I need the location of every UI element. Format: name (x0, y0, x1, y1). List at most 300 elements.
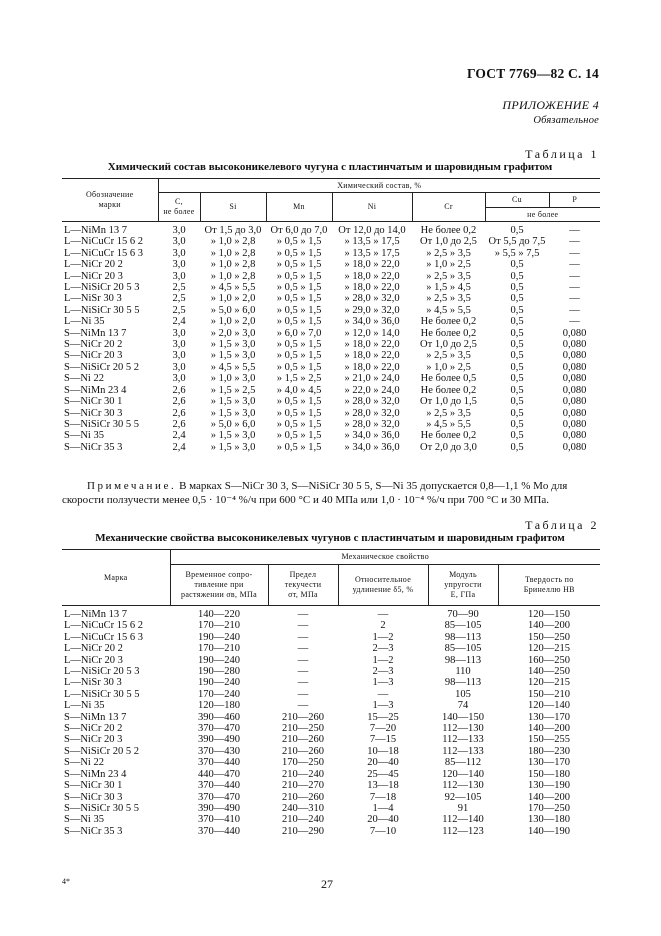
cell-yield: 210—260 (282, 745, 324, 757)
cell-c: 3,0 (172, 350, 186, 362)
cell-designation: S—NiSiCr 30 5 5 (64, 418, 139, 430)
cell-si: » 1,5 » 3,0 (210, 350, 256, 362)
col-ni: Ni (332, 193, 412, 222)
col-cu: Cu (485, 193, 549, 208)
cell-grade: S—NiCr 30 1 (64, 780, 123, 792)
cell-cr: » 2,5 » 3,5 (426, 247, 471, 259)
cell-mn: » 6,0 » 7,0 (276, 327, 322, 339)
cell-elongation: 10—18 (367, 745, 399, 757)
cell-designation: L—NiCuCr 15 6 3 (64, 247, 144, 259)
cell-si: » 1,5 » 3,0 (210, 407, 256, 419)
cell-ni: » 18,0 » 22,0 (344, 270, 400, 282)
cell-cu: 0,5 (510, 327, 524, 339)
table-row (62, 305, 600, 316)
cell-mn: » 0,5 » 1,5 (276, 350, 322, 362)
table-row (62, 700, 600, 711)
cell-tensile: 390—490 (198, 802, 240, 814)
table-row (62, 408, 600, 419)
cell-cu: 0,5 (510, 225, 524, 236)
cell-modulus: 98—113 (444, 677, 482, 689)
cell-si: » 2,0 » 3,0 (210, 327, 256, 339)
cell-si: » 1,5 » 2,5 (210, 384, 256, 396)
cell-elongation: 1—2 (372, 654, 394, 666)
cell-ni: » 28,0 » 32,0 (344, 418, 400, 430)
cell-ni: » 18,0 » 22,0 (344, 361, 400, 373)
cell-p: 0,080 (562, 384, 587, 396)
cell-mn: » 0,5 » 1,5 (276, 270, 322, 282)
cell-tensile: 170—210 (198, 620, 240, 632)
cell-grade: L—NiSiCr 30 5 5 (64, 688, 140, 700)
cell-cu: 0,5 (510, 384, 524, 396)
table-row (62, 271, 600, 282)
cell-modulus: 74 (457, 700, 469, 712)
cell-hardness: 180—230 (528, 745, 570, 757)
table-row (62, 385, 600, 396)
appendix-heading (502, 98, 599, 128)
cell-designation: S—NiMn 23 4 (64, 384, 127, 396)
cell-cu: 0,5 (510, 339, 524, 351)
cell-modulus: 112—140 (442, 814, 484, 826)
cell-yield: 210—260 (282, 711, 324, 723)
cell-ni: » 22,0 » 24,0 (344, 384, 400, 396)
cell-cu: 0,5 (510, 316, 524, 328)
cell-yield: 210—260 (282, 791, 324, 803)
table-row (62, 293, 600, 304)
cell-si: » 1,5 » 3,0 (210, 396, 256, 408)
cell-mn: » 0,5 » 1,5 (276, 259, 322, 271)
cell-tensile: 190—240 (198, 631, 240, 643)
cell-cr: Не более 0,2 (420, 316, 477, 328)
cell-si: От 1,5 до 3,0 (204, 225, 262, 236)
cell-tensile: 390—490 (198, 734, 240, 746)
cell-modulus: 112—123 (442, 825, 484, 837)
cell-yield: 210—240 (282, 814, 324, 826)
cell-cr: Не более 0,2 (420, 430, 477, 442)
cell-modulus: 120—140 (442, 768, 484, 780)
cell-hardness: 150—250 (528, 631, 570, 643)
cell-cu: 0,5 (510, 441, 524, 453)
cell-grade: S—NiMn 13 7 (64, 711, 127, 723)
cell-tensile: 370—430 (198, 745, 240, 757)
cell-si: » 1,0 » 3,0 (210, 373, 256, 385)
cell-grade: L—NiMn 13 7 (64, 609, 127, 620)
cell-tensile: 140—220 (198, 609, 240, 620)
table-row (62, 826, 600, 837)
cell-mn: » 0,5 » 1,5 (276, 396, 322, 408)
cell-si: » 1,0 » 2,8 (210, 270, 256, 282)
table-row (62, 655, 600, 666)
col-tensile: Временное сопро- тивление при растяжении σв, МПа (170, 565, 268, 606)
cell-hardness: 140—250 (528, 666, 570, 678)
cell-cu: 0,5 (510, 361, 524, 373)
cell-cr: » 2,5 » 3,5 (426, 350, 471, 362)
cell-p: 0,080 (562, 430, 587, 442)
cell-cr: » 4,5 » 5,5 (426, 418, 471, 430)
cell-tensile: 170—240 (198, 688, 240, 700)
cell-mn: » 0,5 » 1,5 (276, 418, 322, 430)
cell-p: — (569, 316, 580, 328)
cell-elongation: 1—4 (372, 802, 394, 814)
chemical-composition-table (62, 178, 600, 453)
cell-cu: 0,5 (510, 270, 524, 282)
cell-elongation: 13—18 (367, 780, 399, 792)
cell-tensile: 170—210 (198, 643, 240, 655)
cell-grade: S—NiMn 23 4 (64, 768, 127, 780)
cell-ni: » 28,0 » 32,0 (344, 293, 400, 305)
cell-si: » 1,5 » 3,0 (210, 339, 256, 351)
cell-mn: » 0,5 » 1,5 (276, 282, 322, 294)
cell-p: — (569, 236, 580, 248)
table-row (62, 643, 600, 654)
cell-c: 2,5 (172, 282, 186, 294)
cell-cr: Не более 0,2 (420, 327, 477, 339)
cell-cr: От 1,0 до 2,5 (420, 339, 477, 351)
cell-yield: 170—250 (282, 757, 324, 769)
cell-si: » 1,0 » 2,0 (210, 293, 256, 305)
col-max-note: не более (485, 208, 600, 222)
cell-elongation: — (377, 688, 389, 700)
col-p: P (549, 193, 600, 208)
page-header: ГОСТ 7769—82 С. 14 (466, 66, 599, 81)
cell-elongation: 20—40 (367, 814, 399, 826)
cell-cr: От 1,0 до 1,5 (420, 396, 477, 408)
cell-elongation: 7—15 (369, 734, 397, 746)
signature-mark: 4* (62, 877, 70, 886)
cell-cr: » 2,5 » 3,5 (426, 270, 471, 282)
cell-ni: От 12,0 до 14,0 (338, 225, 406, 236)
cell-hardness: 120—140 (528, 700, 570, 712)
cell-mn: » 0,5 » 1,5 (276, 430, 322, 442)
cell-si: » 1,5 » 3,0 (210, 430, 256, 442)
cell-grade: L—NiSiCr 20 5 3 (64, 666, 140, 678)
table1-note (62, 479, 607, 507)
col-group-chemical: Химический состав, % (158, 179, 600, 193)
table-row (62, 222, 600, 237)
cell-p: 0,080 (562, 361, 587, 373)
note-label: Примечание. (87, 480, 177, 492)
cell-ni: » 18,0 » 22,0 (344, 350, 400, 362)
table-row (62, 606, 600, 621)
cell-hardness: 150—210 (528, 688, 570, 700)
col-yield: Предел текучести σт, МПа (268, 565, 338, 606)
col-si: Si (200, 193, 266, 222)
cell-cu: 0,5 (510, 282, 524, 294)
cell-yield: — (297, 666, 309, 678)
cell-yield: 210—270 (282, 780, 324, 792)
cell-mn: » 0,5 » 1,5 (276, 293, 322, 305)
table-row (62, 677, 600, 688)
cell-elongation: 25—45 (367, 768, 399, 780)
cell-mn: » 0,5 » 1,5 (276, 339, 322, 351)
table-row (62, 666, 600, 677)
cell-modulus: 85—105 (444, 643, 482, 655)
table-row (62, 442, 600, 453)
cell-p: 0,080 (562, 396, 587, 408)
table-row (62, 248, 600, 259)
cell-cr: » 1,0 » 2,5 (426, 259, 471, 271)
cell-modulus: 98—113 (444, 631, 482, 643)
cell-yield: 210—250 (282, 723, 324, 735)
cell-hardness: 150—180 (528, 768, 570, 780)
cell-ni: » 34,0 » 36,0 (344, 430, 400, 442)
cell-designation: L—NiSiCr 20 5 3 (64, 282, 140, 294)
cell-grade: L—NiCuCr 15 6 2 (64, 620, 144, 632)
cell-ni: » 13,5 » 17,5 (344, 236, 400, 248)
cell-grade: S—NiCr 20 2 (64, 723, 123, 735)
cell-yield: 210—240 (282, 768, 324, 780)
cell-designation: L—NiSiCr 30 5 5 (64, 304, 140, 316)
cell-mn: » 0,5 » 1,5 (276, 304, 322, 316)
cell-ni: » 13,5 » 17,5 (344, 247, 400, 259)
cell-yield: — (297, 677, 309, 689)
cell-c: 3,0 (172, 361, 186, 373)
cell-si: » 1,0 » 2,8 (210, 236, 256, 248)
cell-p: — (569, 259, 580, 271)
cell-tensile: 120—180 (198, 700, 240, 712)
cell-ni: » 34,0 » 36,0 (344, 316, 400, 328)
cell-cu: 0,5 (510, 293, 524, 305)
note-line2: скорости ползучести менее 0,5 · 10⁻⁴ %/ч при 600 °С и 40 МПа или 1,0 · 10⁻⁴ %/ч при 700 °С и 30 МПа. (62, 494, 550, 506)
cell-si: » 4,5 » 5,5 (210, 361, 256, 373)
table-row (62, 350, 600, 361)
cell-p: 0,080 (562, 350, 587, 362)
cell-elongation: 2—3 (372, 666, 394, 678)
cell-modulus: 112—133 (442, 734, 484, 746)
cell-yield: — (297, 631, 309, 643)
cell-ni: » 28,0 » 32,0 (344, 396, 400, 408)
cell-modulus: 110 (455, 666, 471, 678)
cell-c: 3,0 (172, 327, 186, 339)
cell-elongation: 7—20 (369, 723, 397, 735)
cell-ni: » 12,0 » 14,0 (344, 327, 400, 339)
table-row (62, 339, 600, 350)
cell-hardness: 140—200 (528, 723, 570, 735)
table-row (62, 282, 600, 293)
cell-modulus: 85—112 (444, 757, 482, 769)
cell-modulus: 98—113 (444, 654, 482, 666)
col-group-mechanical: Механическое свойство (170, 550, 600, 565)
table-row (62, 236, 600, 247)
cell-tensile: 370—440 (198, 780, 240, 792)
cell-designation: L—Ni 35 (64, 316, 105, 328)
cell-designation: S—NiCr 30 3 (64, 407, 123, 419)
cell-c: 3,0 (172, 225, 186, 236)
cell-hardness: 120—215 (528, 643, 570, 655)
cell-elongation: 1—2 (372, 631, 394, 643)
col-c: C, не более (158, 193, 200, 222)
cell-elongation: 15—25 (367, 711, 399, 723)
cell-mn: » 0,5 » 1,5 (276, 441, 322, 453)
cell-yield: 240—310 (282, 802, 324, 814)
cell-elongation: 2 (380, 620, 386, 632)
cell-cu: 0,5 (510, 430, 524, 442)
cell-si: » 5,0 » 6,0 (210, 304, 256, 316)
cell-yield: 210—260 (282, 734, 324, 746)
cell-grade: L—NiCuCr 15 6 3 (64, 631, 144, 643)
cell-elongation: 7—18 (369, 791, 397, 803)
cell-designation: S—Ni 35 (64, 430, 104, 442)
cell-c: 3,0 (172, 270, 186, 282)
cell-elongation: 2—3 (372, 643, 394, 655)
cell-designation: S—NiCr 20 3 (64, 350, 123, 362)
cell-c: 3,0 (172, 247, 186, 259)
cell-c: 3,0 (172, 339, 186, 351)
cell-tensile: 370—410 (198, 814, 240, 826)
table-row (62, 769, 600, 780)
cell-si: » 1,0 » 2,0 (210, 316, 256, 328)
cell-hardness: 160—250 (528, 654, 570, 666)
cell-grade: L—NiCr 20 3 (64, 654, 123, 666)
cell-yield: — (297, 609, 309, 620)
cell-cu: 0,5 (510, 407, 524, 419)
cell-mn: » 0,5 » 1,5 (276, 247, 322, 259)
cell-p: 0,080 (562, 418, 587, 430)
cell-c: 3,0 (172, 259, 186, 271)
cell-ni: » 29,0 » 32,0 (344, 304, 400, 316)
cell-cr: » 1,0 » 2,5 (426, 361, 471, 373)
col-elongation: Относительное удлинение δ5, % (338, 565, 428, 606)
table-row (62, 723, 600, 734)
cell-grade: S—NiCr 20 3 (64, 734, 123, 746)
table-row (62, 316, 600, 327)
table-row (62, 632, 600, 643)
cell-ni: » 28,0 » 32,0 (344, 407, 400, 419)
cell-cr: » 2,5 » 3,5 (426, 407, 471, 419)
table-row (62, 362, 600, 373)
cell-tensile: 440—470 (198, 768, 240, 780)
cell-hardness: 150—255 (528, 734, 570, 746)
cell-modulus: 91 (457, 802, 469, 814)
cell-p: — (569, 282, 580, 294)
cell-cr: » 1,5 » 4,5 (426, 282, 471, 294)
cell-c: 2,5 (172, 293, 186, 305)
cell-p: 0,080 (562, 373, 587, 385)
cell-hardness: 130—180 (528, 814, 570, 826)
cell-modulus: 140—150 (442, 711, 484, 723)
appendix-status: Обязательное (533, 115, 599, 126)
cell-cu: 0,5 (510, 350, 524, 362)
table-row (62, 803, 600, 814)
cell-cu: 0,5 (510, 396, 524, 408)
col-hardness: Твердость по Бринеллю HB (498, 565, 600, 606)
cell-si: » 1,0 » 2,8 (210, 259, 256, 271)
cell-grade: S—NiCr 35 3 (64, 825, 123, 837)
cell-mn: » 4,0 » 4,5 (276, 384, 322, 396)
table-row (62, 259, 600, 270)
note-line1: В марках S—NiCr 30 3, S—NiSiCr 30 5 5, S—Ni 35 допускается 0,8—1,1 % Mo для (179, 480, 568, 492)
cell-c: 2,4 (172, 316, 186, 328)
table-row (62, 396, 600, 407)
cell-ni: » 18,0 » 22,0 (344, 339, 400, 351)
table-row (62, 620, 600, 631)
cell-designation: S—NiCr 30 1 (64, 396, 123, 408)
cell-yield: — (297, 700, 309, 712)
cell-cr: От 1,0 до 2,5 (420, 236, 477, 248)
cell-si: » 5,0 » 6,0 (210, 418, 256, 430)
table-row (62, 689, 600, 700)
table-row (62, 328, 600, 339)
cell-p: 0,080 (562, 441, 587, 453)
appendix-title: ПРИЛОЖЕНИЕ 4 (502, 98, 599, 112)
cell-elongation: 1—3 (372, 677, 394, 689)
table-row (62, 712, 600, 723)
page-number: 27 (321, 877, 333, 891)
cell-tensile: 370—470 (198, 723, 240, 735)
cell-grade: L—NiCr 20 2 (64, 643, 123, 655)
cell-designation: S—NiSiCr 20 5 2 (64, 361, 139, 373)
cell-c: 2,5 (172, 304, 186, 316)
cell-mn: » 0,5 » 1,5 (276, 361, 322, 373)
cell-hardness: 140—190 (528, 825, 570, 837)
cell-tensile: 190—240 (198, 677, 240, 689)
cell-elongation: 20—40 (367, 757, 399, 769)
cell-c: 2,6 (172, 384, 186, 396)
table-row (62, 734, 600, 745)
cell-cr: Не более 0,2 (420, 384, 477, 396)
col-mn: Mn (266, 193, 332, 222)
cell-elongation: 7—10 (369, 825, 397, 837)
cell-p: 0,080 (562, 327, 587, 339)
cell-tensile: 190—280 (198, 666, 240, 678)
cell-p: — (569, 293, 580, 305)
cell-designation: L—NiMn 13 7 (64, 225, 127, 236)
cell-c: 2,4 (172, 441, 186, 453)
cell-mn: » 0,5 » 1,5 (276, 236, 322, 248)
cell-modulus: 70—90 (447, 609, 479, 620)
col-designation: Обозначение марки (62, 179, 158, 222)
cell-p: — (569, 225, 580, 236)
table-row (62, 814, 600, 825)
cell-cr: Не более 0,2 (420, 225, 477, 236)
table-row (62, 757, 600, 768)
cell-hardness: 170—250 (528, 802, 570, 814)
cell-yield: — (297, 688, 309, 700)
cell-yield: — (297, 620, 309, 632)
cell-modulus: 92—105 (444, 791, 482, 803)
table-row (62, 430, 600, 441)
cell-designation: L—NiCuCr 15 6 2 (64, 236, 144, 248)
cell-c: 2,6 (172, 407, 186, 419)
cell-modulus: 112—133 (442, 745, 484, 757)
cell-yield: 210—290 (282, 825, 324, 837)
cell-grade: L—NiSr 30 3 (64, 677, 122, 689)
cell-designation: L—NiCr 20 2 (64, 259, 123, 271)
col-modulus: Модуль упругости E, ГПа (428, 565, 498, 606)
table-row (62, 746, 600, 757)
table-row (62, 792, 600, 803)
cell-hardness: 120—150 (528, 609, 570, 620)
cell-ni: » 34,0 » 36,0 (344, 441, 400, 453)
col-grade: Марка (62, 550, 170, 606)
cell-ni: » 18,0 » 22,0 (344, 282, 400, 294)
cell-p: 0,080 (562, 407, 587, 419)
cell-cu: 0,5 (510, 373, 524, 385)
cell-elongation: 1—3 (372, 700, 394, 712)
cell-hardness: 140—200 (528, 791, 570, 803)
table-row (62, 373, 600, 384)
cell-cu: 0,5 (510, 304, 524, 316)
cell-designation: S—NiCr 20 2 (64, 339, 123, 351)
cell-cu: » 5,5 » 7,5 (494, 247, 540, 259)
cell-tensile: 370—440 (198, 825, 240, 837)
table1-caption: Химический состав высоконикелевого чугуна с пластинчатым и шаровидным графитом (107, 161, 553, 173)
cell-c: 3,0 (172, 236, 186, 248)
col-cr: Cr (412, 193, 485, 222)
cell-p: 0,080 (562, 339, 587, 351)
cell-grade: S—NiSiCr 20 5 2 (64, 745, 139, 757)
cell-cr: Не более 0,5 (420, 373, 477, 385)
cell-mn: » 0,5 » 1,5 (276, 407, 322, 419)
